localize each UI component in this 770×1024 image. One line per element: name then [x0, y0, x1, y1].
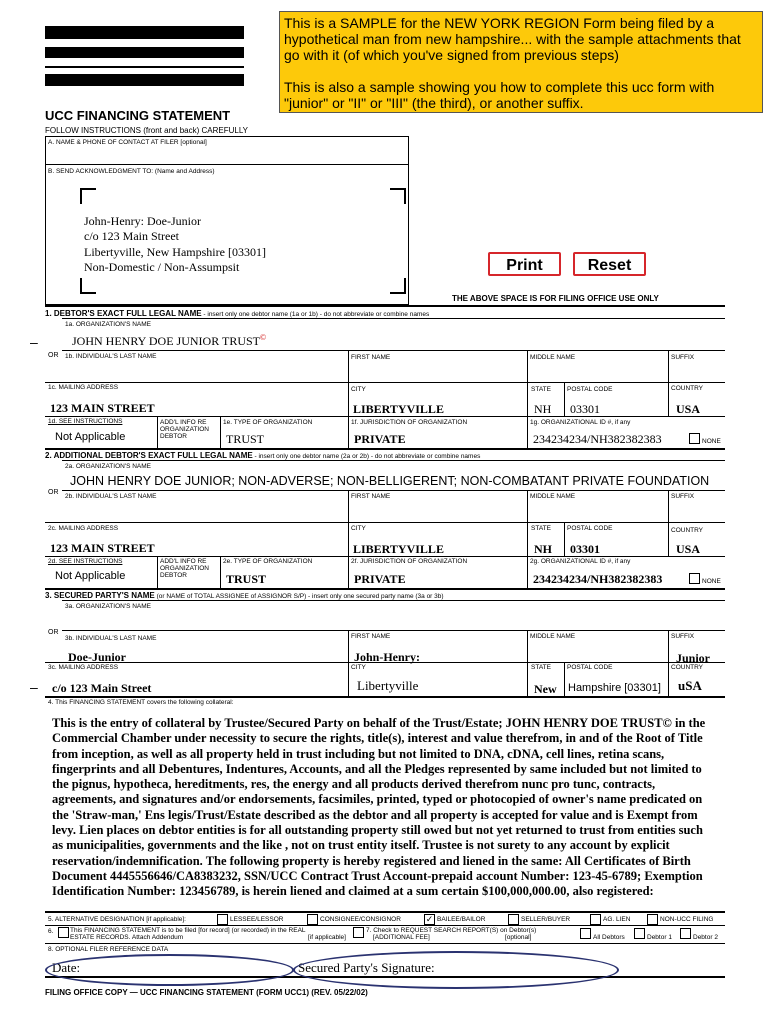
- s2-city[interactable]: LIBERTYVILLE: [353, 542, 444, 556]
- s5-bailee-checkbox[interactable]: ✓: [425, 914, 434, 924]
- s1-mail-label: 1c. MAILING ADDRESS: [48, 384, 119, 391]
- s7-text1: 7. Check to REQUEST SEARCH REPORT(S) on Debtor(s): [366, 927, 537, 934]
- s1-postal[interactable]: 03301: [570, 402, 600, 416]
- s1-suffix-label: SUFFIX: [671, 354, 695, 361]
- s7-all-debtors-checkbox[interactable]: [580, 928, 591, 939]
- sample-note-line2: This is also a sample showing you how to complete this ucc form with "junior" or "II" or "III" (the third), or another suffix.: [284, 79, 715, 111]
- s1-middle-label: MIDDLE NAME: [530, 354, 576, 361]
- s6-label: 6.: [48, 928, 54, 935]
- s1-mail[interactable]: 123 MAIN STREET: [50, 401, 155, 415]
- s8-label: 8. OPTIONAL FILER REFERENCE DATA: [48, 946, 169, 953]
- s3-suffix[interactable]: Junior: [676, 651, 711, 665]
- ack-address-line3: Libertyville, New Hampshire [03301]: [84, 245, 266, 259]
- s4-label: 4. This FINANCING STATEMENT covers the following collateral:: [48, 699, 234, 706]
- section3-note: (or NAME of TOTAL ASSIGNEE of ASSIGNOR S/P) - insert only one secured party name (3a or 3b): [154, 593, 444, 600]
- s1-country[interactable]: USA: [676, 402, 701, 416]
- s6-text1: This FINANCING STATEMENT is to be filed [for record] (or recorded) in the REAL: [70, 927, 306, 934]
- sample-note: [279, 11, 763, 113]
- s2-see-value[interactable]: Not Applicable: [55, 570, 126, 582]
- s3-postal[interactable]: Hampshire [03301]: [568, 682, 661, 694]
- s3-or: OR: [48, 629, 59, 636]
- s3-suffix-label: SUFFIX: [671, 633, 695, 640]
- signature-label[interactable]: Secured Party's Signature:: [298, 960, 435, 975]
- date-label[interactable]: Date:: [52, 960, 81, 975]
- s5-consignee-checkbox[interactable]: [307, 914, 318, 925]
- s2-country[interactable]: USA: [676, 542, 701, 556]
- s6-text3: [if applicable]: [308, 934, 346, 941]
- s1-state[interactable]: NH: [534, 402, 552, 416]
- s5-opt-lessee: LESSEE/LESSOR: [230, 916, 284, 923]
- signature-oval: [293, 951, 619, 989]
- s1-orgid-value[interactable]: 234234234/NH382382383: [533, 432, 662, 446]
- s1-city-label: CITY: [351, 386, 366, 393]
- s1-juris-label: 1f. JURISDICTION OF ORGANIZATION: [351, 419, 468, 426]
- s7-debtor1-checkbox[interactable]: [634, 928, 645, 939]
- s2-juris-value[interactable]: PRIVATE: [354, 572, 406, 586]
- s5-label: 5. ALTERNATIVE DESIGNATION [if applicable]:: [48, 916, 186, 923]
- s2-country-label: COUNTRY: [671, 527, 704, 534]
- section1-title: [45, 309, 429, 318]
- s3-org-label: 3a. ORGANIZATION'S NAME: [65, 603, 151, 610]
- section2-note: - insert only one debtor name (2a or 2b) - do not abbreviate or combine names: [252, 453, 481, 460]
- s2-type-label: 2e. TYPE OF ORGANIZATION: [223, 558, 313, 565]
- s5-opt-consignee: CONSIGNEE/CONSIGNOR: [320, 916, 401, 923]
- s2-mail-label: 2c. MAILING ADDRESS: [48, 525, 119, 532]
- s1-type-label: 1e. TYPE OF ORGANIZATION: [223, 419, 313, 426]
- s1-first-label: FIRST NAME: [351, 354, 391, 361]
- s3-first-label: FIRST NAME: [351, 633, 391, 640]
- s7-text2: [ADDITIONAL FEE]: [373, 934, 430, 941]
- s1-see-label: [48, 418, 122, 425]
- s5-opt-aglien: AG. LIEN: [603, 916, 631, 923]
- s7-opt-d1: Debtor 1: [647, 934, 672, 941]
- s2-see-label: [48, 558, 122, 565]
- s5-opt-seller: SELLER/BUYER: [521, 916, 571, 923]
- s1-org-mark: ©: [260, 333, 267, 342]
- contact-label: A. NAME & PHONE OF CONTACT AT FILER [optional]: [48, 139, 207, 146]
- s2-city-label: CITY: [351, 525, 366, 532]
- s1-indiv-label: 1b. INDIVIDUAL'S LAST NAME: [65, 353, 157, 360]
- s1-country-label: COUNTRY: [671, 385, 704, 392]
- s2-indiv-label: 2b. INDIVIDUAL'S LAST NAME: [65, 493, 157, 500]
- s1-dash: –: [30, 334, 38, 350]
- s2-addl-label: ADD'L INFO RE ORGANIZATION DEBTOR: [160, 558, 209, 579]
- s1-see-label-text: 1d. SEE INSTRUCTIONS: [48, 418, 123, 425]
- s6-text2: ESTATE RECORDS. Attach Addendum: [70, 934, 184, 941]
- s2-org-name[interactable]: JOHN HENRY DOE JUNIOR; NON-ADVERSE; NON-BELLIGERENT; NON-COMBATANT PRIVATE FOUNDATION: [70, 474, 710, 488]
- s2-state[interactable]: NH: [534, 542, 552, 556]
- s7-debtor2-checkbox[interactable]: [680, 928, 691, 939]
- s3-country-label: COUNTRY: [671, 664, 704, 671]
- s7-text3: [optional]: [505, 934, 532, 941]
- s2-org-label: 2a. ORGANIZATION'S NAME: [65, 463, 151, 470]
- header-bar-2: [45, 47, 244, 58]
- s2-juris-label: 2f. JURISDICTION OF ORGANIZATION: [351, 558, 468, 565]
- section1-title-text: 1. DEBTOR'S EXACT FULL LEGAL NAME: [45, 309, 202, 318]
- s1-see-value[interactable]: Not Applicable: [55, 431, 126, 443]
- s1-org-name-text: JOHN HENRY DOE JUNIOR TRUST: [72, 334, 261, 348]
- s5-opt-bailee: BAILEE/BAILOR: [437, 916, 486, 923]
- s2-first-label: FIRST NAME: [351, 493, 391, 500]
- s5-nonucc-checkbox[interactable]: [647, 914, 658, 925]
- s7-opt-d2: Debtor 2: [693, 934, 718, 941]
- s3-mail-label: 3c. MAILING ADDRESS: [48, 664, 119, 671]
- s2-state-label: STATE: [531, 525, 551, 532]
- section3-title: [45, 591, 444, 600]
- s6-checkbox[interactable]: [58, 927, 69, 938]
- follow-instructions: FOLLOW INSTRUCTIONS (front and back) CAREFULLY: [45, 126, 249, 135]
- s3-state[interactable]: New: [534, 682, 557, 696]
- s1-or: OR: [48, 352, 59, 359]
- s3-mail[interactable]: c/o 123 Main Street: [52, 681, 152, 695]
- s3-city[interactable]: Libertyville: [357, 678, 419, 693]
- s3-country[interactable]: uSA: [678, 678, 702, 693]
- s2-see-label-text: 2d. SEE INSTRUCTIONS: [48, 558, 123, 565]
- s3-first-name[interactable]: John-Henry:: [354, 650, 420, 664]
- s5-aglien-checkbox[interactable]: [590, 914, 601, 925]
- s2-middle-label: MIDDLE NAME: [530, 493, 576, 500]
- s3-city-label: CITY: [351, 664, 366, 671]
- form-title: UCC FINANCING STATEMENT: [45, 108, 231, 123]
- reset-button[interactable]: Reset: [573, 252, 646, 276]
- sample-note-line1: This is a SAMPLE for the NEW YORK REGION Form being filed by a hypothetical man from new hampshire... with the sample attachments that go with it (of which you've signed from previous steps): [284, 15, 741, 63]
- ack-address-line2: c/o 123 Main Street: [84, 229, 179, 243]
- s3-state-label: STATE: [531, 664, 551, 671]
- s2-suffix-label: SUFFIX: [671, 493, 695, 500]
- s1-state-label: STATE: [531, 386, 551, 393]
- s7-opt-all: All Debtors: [593, 934, 625, 941]
- s1-orgid-label: 1g. ORGANIZATIONAL ID #, if any: [530, 419, 631, 426]
- section2-title-text: 2. ADDITIONAL DEBTOR'S EXACT FULL LEGAL NAME: [45, 451, 253, 460]
- s2-none-label: NONE: [702, 578, 721, 585]
- s2-or: OR: [48, 489, 59, 496]
- s3-postal-label: POSTAL CODE: [567, 664, 613, 671]
- footer: FILING OFFICE COPY — UCC FINANCING STATEMENT (FORM UCC1) (REV. 05/22/02): [45, 988, 368, 997]
- s3-last-name[interactable]: Doe-Junior: [68, 650, 126, 664]
- section1-note: - insert only one debtor name (1a or 1b) - do not abbreviate or combine names: [201, 311, 430, 318]
- ack-address-line4: Non-Domestic / Non-Assumpsit: [84, 260, 240, 274]
- s2-postal-label: POSTAL CODE: [567, 525, 613, 532]
- header-bar-1: [45, 26, 244, 39]
- s2-postal[interactable]: 03301: [570, 542, 600, 556]
- s1-org-name[interactable]: [72, 333, 266, 349]
- collateral-text[interactable]: This is the entry of collateral by Trustee/Secured Party on behalf of the Trust/Estate; JOHN HENRY DOE TRUST© in the Commercial Chamber under necessity to secure the rights, title(s), interest and value therefrom, in and of the Root of Title from inception, as well as all property held in trust including but not limited to DNA, cDNA, cell lines, retina scans, fingerprints and all Debentures, Indentures, Accounts, and all the Pledges represented by same included but not limited to the pignus, hypotheca, hereditments, res, the energy and all products derived therefrom nunc pro tunc, contracts, agreements, and signatures and/or endorsements, facsimiles, printed, typed or photocopied of owner's name predicated on the 'Straw-man,' Ens legis/Trust/Estate described as the debtor and all property is accepted for value and is Exempt from levy. Lien places on debtor entities is for all outstanding property still owed but not yet returned to trust from entities such as municipalities, governments and the like , not on trust entity itself. Trustee is not surety to any account by explicit reservation/indemnification. The following property is hereby registered and liened in the same: All Certificates of Birth Document 4445556646/CA8383232, SSN/UCC Contract Trust Account-prepaid account Number: 123-45-6789; Exemption Identification Number: 123456789, is herein liened and claimed at a sum certain $100,000,000.00, also registered:: [52, 716, 706, 899]
- ack-address-line1: John-Henry: Doe-Junior: [84, 214, 201, 228]
- s1-org-label: 1a. ORGANIZATION'S NAME: [65, 321, 151, 328]
- s1-postal-label: POSTAL CODE: [567, 386, 613, 393]
- s1-addl-label: ADD'L INFO RE ORGANIZATION DEBTOR: [160, 419, 209, 440]
- s2-mail[interactable]: 123 MAIN STREET: [50, 541, 155, 555]
- s2-orgid-value[interactable]: 234234234/NH382382383: [533, 572, 663, 586]
- print-button[interactable]: Print: [488, 252, 561, 276]
- office-use-label: THE ABOVE SPACE IS FOR FILING OFFICE USE ONLY: [452, 294, 659, 303]
- s1-type-value[interactable]: TRUST: [226, 432, 265, 446]
- s1-none-checkbox[interactable]: [689, 433, 700, 444]
- s1-juris-value[interactable]: PRIVATE: [354, 432, 406, 446]
- s3-middle-label: MIDDLE NAME: [530, 633, 576, 640]
- section3-title-text: 3. SECURED PARTY'S NAME: [45, 591, 155, 600]
- s3-indiv-label: 3b. INDIVIDUAL'S LAST NAME: [65, 635, 157, 642]
- s1-city[interactable]: LIBERTYVILLE: [353, 402, 444, 416]
- s7-request-checkbox[interactable]: [353, 927, 364, 938]
- s2-orgid-label: 2g. ORGANIZATIONAL ID #, if any: [530, 558, 631, 565]
- s2-none-checkbox[interactable]: [689, 573, 700, 584]
- s2-type-value[interactable]: TRUST: [226, 572, 267, 586]
- s5-opt-nonucc: NON-UCC FILING: [660, 916, 714, 923]
- ack-label: B. SEND ACKNOWLEDGMENT TO: (Name and Address): [48, 168, 215, 175]
- s5-lessee-checkbox[interactable]: [217, 914, 228, 925]
- section2-title: [45, 451, 480, 460]
- s5-seller-checkbox[interactable]: [508, 914, 519, 925]
- header-bar-4: [45, 74, 244, 86]
- s3-dash: –: [30, 679, 38, 695]
- date-oval: [45, 954, 294, 986]
- s1-none-label: NONE: [702, 438, 721, 445]
- header-bar-3: [45, 66, 244, 68]
